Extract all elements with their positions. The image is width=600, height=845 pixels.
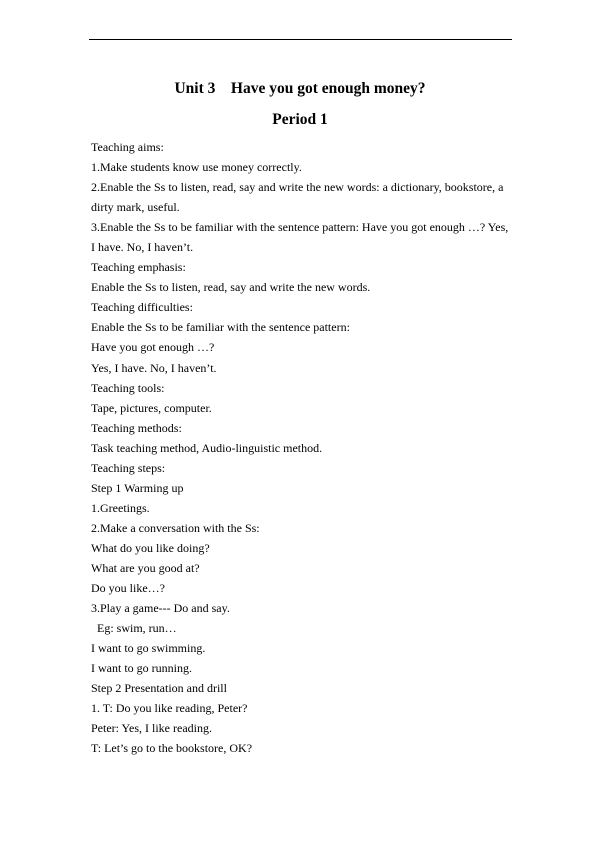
text-line: Teaching steps: (91, 460, 166, 475)
text-line: Yes, I have. No, I haven’t. (91, 360, 217, 375)
text-line: 2.Make a conversation with the Ss: (91, 520, 260, 535)
text-line: I want to go swimming. (91, 641, 206, 656)
text-line: 1.Make students know use money correctly. (91, 160, 302, 175)
header-rule (89, 39, 512, 40)
text-line: dirty mark, useful. (91, 200, 180, 215)
text-line: Eg: swim, run… (91, 621, 177, 636)
text-line: Have you got enough …? (91, 340, 215, 355)
text-line: Step 2 Presentation and drill (91, 681, 227, 696)
text-line: Enable the Ss to listen, read, say and write the new words. (91, 280, 371, 295)
text-line: Do you like…? (91, 581, 165, 596)
text-line: Teaching aims: (91, 140, 164, 154)
text-line: What are you good at? (91, 560, 200, 575)
text-line: Enable the Ss to be familiar with the sentence pattern: (91, 320, 350, 335)
text-line: Teaching methods: (91, 420, 182, 435)
document-body (91, 137, 516, 758)
text-line: 1. T: Do you like reading, Peter? (91, 701, 248, 716)
document-title: Unit 3 Have you got enough money? (174, 80, 426, 97)
document-subtitle: Period 1 (272, 111, 328, 128)
text-line: 3.Play a game--- Do and say. (91, 601, 230, 616)
text-line: 1.Greetings. (91, 500, 150, 515)
text-line: I have. No, I haven’t. (91, 240, 194, 255)
text-line: What do you like doing? (91, 540, 210, 555)
text-line: Task teaching method, Audio-linguistic method. (91, 440, 323, 455)
text-line: Teaching emphasis: (91, 260, 186, 275)
text-line: Teaching tools: (91, 380, 165, 395)
text-line: Tape, pictures, computer. (91, 400, 212, 415)
text-line: I want to go running. (91, 661, 192, 676)
text-line: Peter: Yes, I like reading. (91, 721, 212, 736)
text-line: Teaching difficulties: (91, 300, 193, 315)
text-line: 2.Enable the Ss to listen, read, say and write the new words: a dictionary, bookstore, a (91, 180, 504, 195)
text-line: 3.Enable the Ss to be familiar with the sentence pattern: Have you got enough …? Yes, (91, 220, 509, 235)
text-line: Step 1 Warming up (91, 480, 184, 495)
text-line: T: Let’s go to the bookstore, OK? (91, 741, 253, 756)
